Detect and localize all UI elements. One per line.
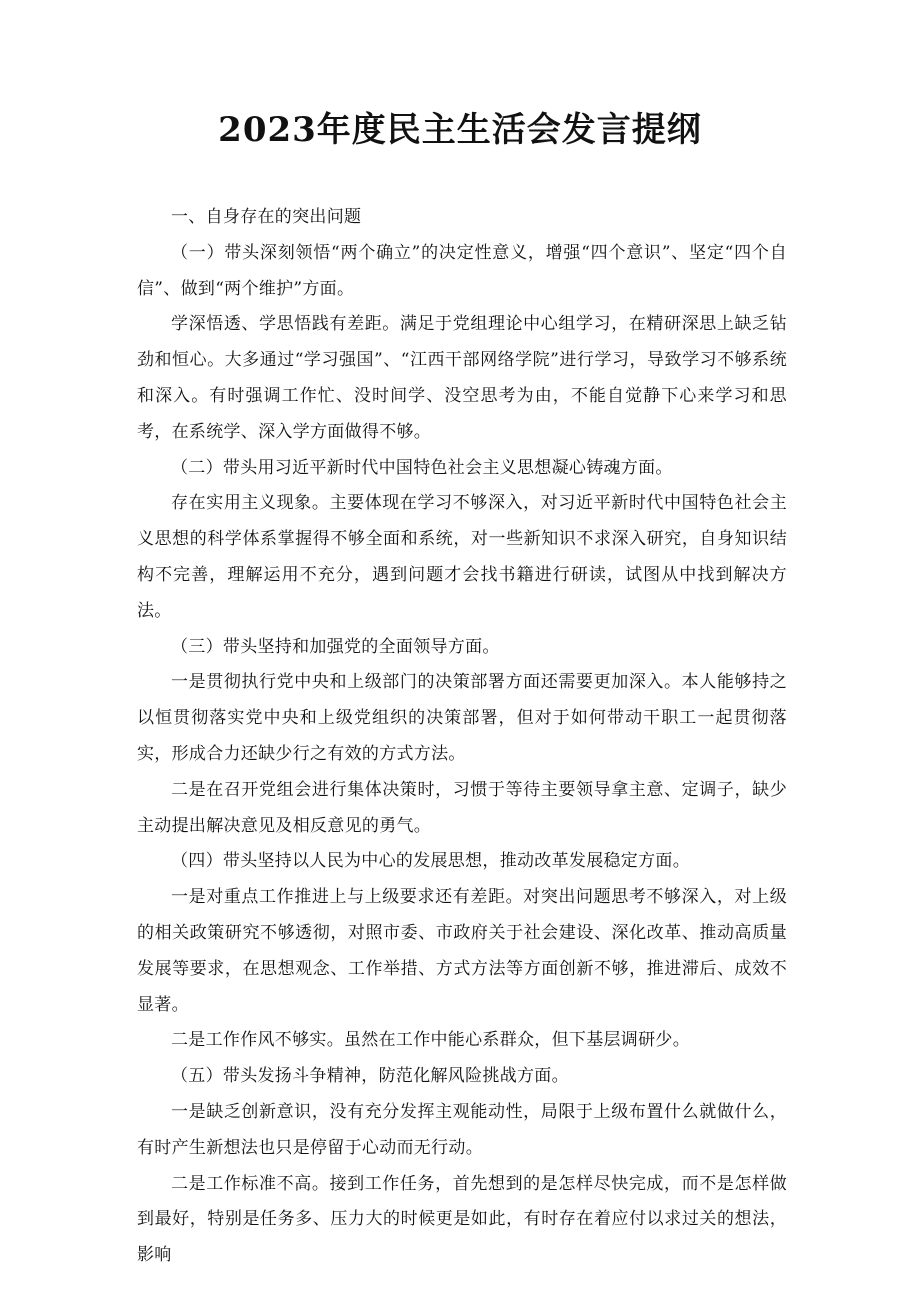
body-paragraph: 学深悟透、学思悟践有差距。满足于党组理论中心组学习，在精研深思上缺乏钻劲和恒心。大多通过“学习强国”、“江西干部网络学院”进行学习，导致学习不够系统和深入。有时强调工作忙、没时间学、没空思考为由，不能自觉静下心来学习和思考，在系统学、深入学方面做得不够。 (137, 314, 787, 442)
body-paragraph: 一是对重点工作推进上与上级要求还有差距。对突出问题思考不够深入，对上级的相关政策研究不够透彻，对照市委、市政府关于社会建设、深化改革、推动高质量发展等要求，在思想观念、工作举措、方式方法等方面创新不够，推进滞后、成效不显著。 (137, 887, 787, 1015)
body-paragraph: 存在实用主义现象。主要体现在学习不够深入，对习近平新时代中国特色社会主义思想的科学体系掌握得不够全面和系统，对一些新知识不求深入研究，自身知识结构不完善，理解运用不充分，遇到问题才会找书籍进行研读，试图从中找到解决方法。 (137, 493, 787, 621)
body-paragraph: 二是工作标准不高。接到工作任务，首先想到的是怎样尽快完成，而不是怎样做到最好，特别是任务多、压力大的时候更是如此，有时存在着应付以求过关的想法，影响 (137, 1173, 787, 1266)
subsection-heading: （四）带头坚持以人民为中心的发展思想，推动改革发展稳定方面。 (171, 851, 690, 872)
body-paragraph: 二是在召开党组会进行集体决策时，习惯于等待主要领导拿主意、定调子，缺少主动提出解决意见及相反意见的勇气。 (137, 779, 787, 836)
body-paragraph: 一是缺乏创新意识，没有充分发挥主观能动性，局限于上级布置什么就做什么，有时产生新想法也只是停留于心动而无行动。 (137, 1101, 787, 1158)
body-paragraph: 二是工作作风不够实。虽然在工作中能心系群众，但下基层调研少。 (171, 1030, 690, 1051)
document-title: 2023年度民主生活会发言提纲 (218, 110, 702, 150)
body-paragraph: 一是贯彻执行党中央和上级部门的决策部署方面还需要更加深入。本人能够持之以恒贯彻落实党中央和上级党组织的决策部署，但对于如何带动干职工一起贯彻落实，形成合力还缺少行之有效的方式方法。 (137, 672, 787, 764)
document-body (137, 200, 787, 1274)
subsection-heading: （五）带头发扬斗争精神，防范化解风险挑战方面。 (171, 1066, 569, 1087)
section-heading: 一、自身存在的突出问题 (171, 207, 362, 227)
subsection-heading: （三）带头坚持和加强党的全面领导方面。 (171, 636, 500, 657)
subsection-heading: （二）带头用习近平新时代中国特色社会主义思想凝心铸魂方面。 (171, 457, 673, 478)
subsection-heading: （一）带头深刻领悟“两个确立”的决定性意义，增强“四个意识”、坚定“四个自信”、做到“两个维护”方面。 (137, 242, 787, 299)
